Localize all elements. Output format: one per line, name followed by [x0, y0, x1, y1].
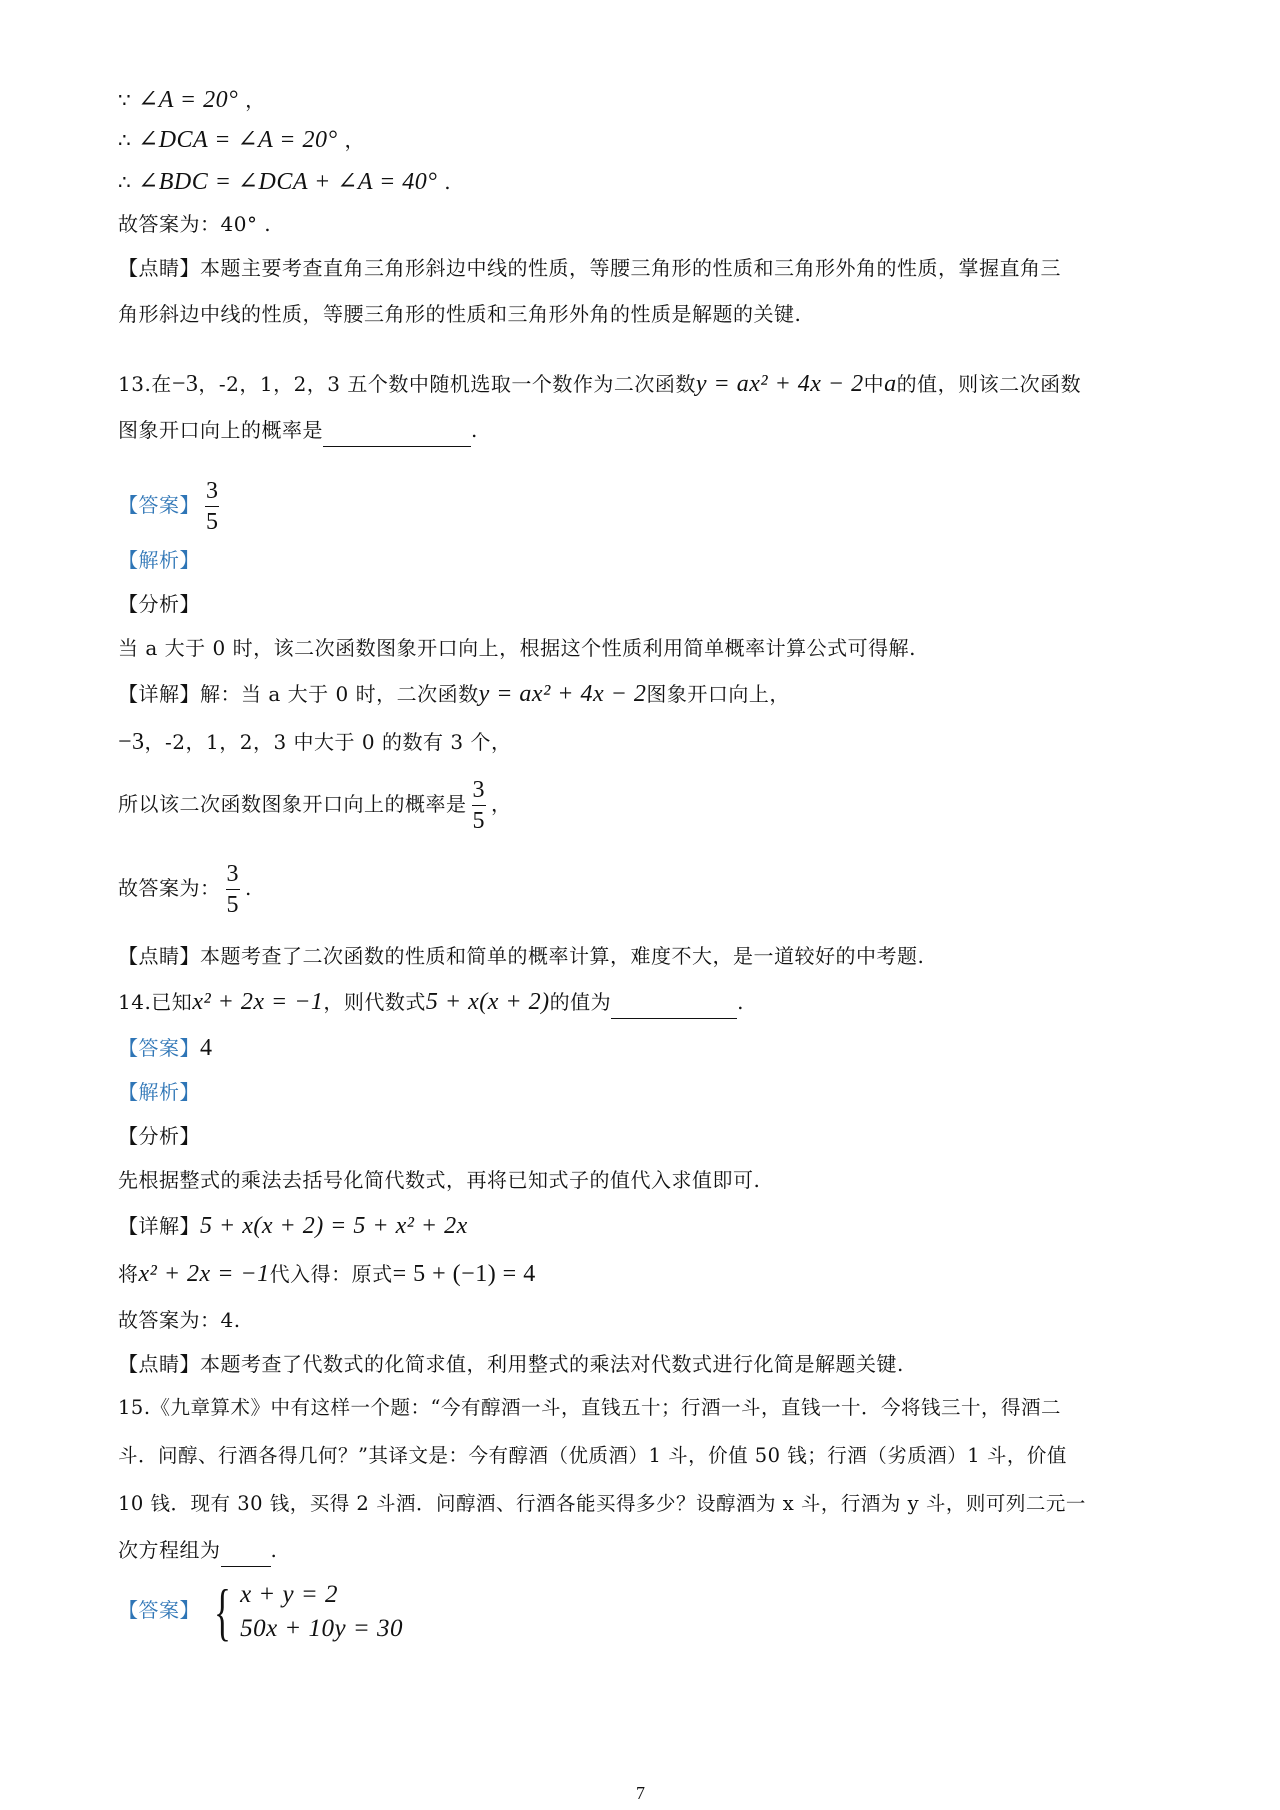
- stem-text: 次方程组为: [118, 1538, 221, 1562]
- math-expression: ∠BDC = ∠DCA + ∠A = 40°: [138, 169, 438, 195]
- result-text: 故答案为：: [118, 876, 221, 900]
- answer-tag: 【答案】: [118, 493, 200, 517]
- prev-line-3: [118, 168, 451, 196]
- denominator: 5: [472, 808, 485, 834]
- denominator: 5: [206, 509, 219, 535]
- answer-blank: [221, 1538, 271, 1567]
- xiangjie-text: 图象开口向上，: [646, 682, 790, 706]
- q14-jiexi-tag: 【解析】: [118, 1080, 200, 1104]
- answer-value: 4: [200, 1035, 213, 1061]
- q14-fenxi-tag: 【分析】: [118, 1124, 200, 1148]
- dianjing-tag: 【点睛】: [118, 944, 200, 968]
- math-expression: x² + 2x = −1: [138, 1261, 270, 1287]
- q14-dianjing: [118, 1350, 904, 1378]
- punct: .: [471, 418, 478, 442]
- equation-1: x + y = 2: [240, 1580, 339, 1608]
- math-variable: a: [884, 371, 897, 397]
- equations: [240, 1578, 403, 1646]
- q13-stem-line-2: [118, 416, 478, 447]
- q13-xiangjie-line-3: [118, 776, 512, 834]
- fraction: [471, 777, 488, 834]
- math-expression: x² + 2x = −1: [192, 989, 324, 1015]
- dianjing-text: 本题主要考查直角三角形斜边中线的性质，等腰三角形的性质和三角形外角的性质，掌握直角三: [200, 256, 1061, 280]
- dianjing-text: 本题考查了二次函数的性质和简单的概率计算，难度不大，是一道较好的中考题.: [200, 944, 925, 968]
- stem-text: 的值，则该二次函数: [896, 372, 1082, 396]
- xiangjie-text: 代入得：原式: [269, 1262, 393, 1286]
- answer-tag: 【答案】: [118, 1036, 200, 1060]
- prev-answer: 故答案为：40° .: [118, 212, 272, 236]
- stem-text: 图象开口向上的概率是: [118, 418, 323, 442]
- q15-stem-line-2: 斗．问醇、行酒各得几何？”其译文是：今有醇酒（优质酒）1 斗，价值 50 钱；行酒（劣质酒）1 斗，价值: [118, 1444, 1067, 1467]
- answer-blank: [323, 418, 471, 447]
- punct: ，: [238, 88, 266, 112]
- math-expression: 5 + x(x + 2): [425, 989, 550, 1015]
- numerator: 3: [472, 777, 485, 803]
- punct: ，: [337, 128, 365, 152]
- punct: .: [245, 876, 252, 900]
- q13-result: [118, 860, 252, 918]
- q15-stem-line-4: [118, 1536, 277, 1567]
- q13-number: 13.在: [118, 372, 172, 396]
- xiangjie-tag: 【详解】: [118, 682, 200, 706]
- prev-dianjing-line-2: 角形斜边中线的性质，等腰三角形的性质和三角形外角的性质是解题的关键.: [118, 302, 802, 326]
- xiangjie-text: 解：当 a 大于 0 时，二次函数: [200, 682, 479, 706]
- stem-text: ，则代数式: [323, 990, 426, 1014]
- stem-text: 中: [863, 372, 885, 396]
- q13-xiangjie-line-2: [118, 728, 511, 756]
- because-symbol: ∵: [118, 88, 139, 112]
- xiangjie-text: ，-2，1，2，3 中大于 0 的数有 3 个，: [144, 730, 512, 754]
- dianjing-tag: 【点睛】: [118, 256, 200, 280]
- q14-xiangjie-line-1: [118, 1212, 468, 1240]
- fraction-bar: [205, 506, 219, 507]
- q15-stem-line-1: 15.《九章算术》中有这样一个题：“今有醇酒一斗，直钱五十；行酒一斗，直钱一十．今将钱三十，得酒二: [118, 1396, 1061, 1419]
- equation-system: [207, 1575, 404, 1647]
- answer-blank: [611, 990, 737, 1019]
- q14-xiangjie-line-2: [118, 1260, 536, 1288]
- dianjing-tag: 【点睛】: [118, 1352, 200, 1376]
- q13-fenxi-text: 当 a 大于 0 时，该二次函数图象开口向上，根据这个性质利用简单概率计算公式可得解.: [118, 636, 916, 660]
- xiangjie-tag: 【详解】: [118, 1214, 200, 1238]
- therefore-symbol: ∴: [118, 128, 139, 152]
- xiangjie-text: 将: [118, 1262, 139, 1286]
- answer-tag: 【答案】: [118, 1598, 200, 1622]
- q15-stem-line-3: 10 钱．现有 30 钱，买得 2 斗酒．问醇酒、行酒各能买得多少？设醇酒为 x 斗，行酒为 y 斗，则可列二元一: [118, 1492, 1086, 1515]
- math-expression: y = ax² + 4x − 2: [695, 371, 864, 397]
- q15-answer: [118, 1570, 403, 1650]
- math-expression: = 5 + (−1) = 4: [392, 1261, 536, 1287]
- fraction: [204, 478, 221, 535]
- page-number: 7: [636, 1783, 645, 1803]
- q14-number: 14.已知: [118, 990, 193, 1014]
- xiangjie-text: 所以该二次函数图象开口向上的概率是: [118, 792, 467, 816]
- math-expression: 5 + x(x + 2) = 5 + x² + 2x: [200, 1213, 468, 1239]
- math-value: −3: [171, 371, 199, 397]
- numerator: 3: [206, 478, 219, 504]
- denominator: 5: [226, 892, 239, 918]
- numerator: 3: [226, 861, 239, 887]
- equation-2: 50x + 10y = 30: [240, 1614, 404, 1642]
- math-expression: ∠DCA = ∠A = 20°: [138, 127, 338, 153]
- fraction-bar: [226, 889, 240, 890]
- dianjing-text: 本题考查了代数式的化简求值，利用整式的乘法对代数式进行化简是解题关键.: [200, 1352, 904, 1376]
- q13-fenxi-tag: 【分析】: [118, 592, 200, 616]
- punct: .: [270, 1538, 278, 1562]
- math-expression: y = ax² + 4x − 2: [478, 681, 647, 707]
- q14-fenxi-text: 先根据整式的乘法去括号化简代数式，再将已知式子的值代入求值即可.: [118, 1168, 761, 1192]
- q13-jiexi-tag: 【解析】: [118, 548, 200, 572]
- punct: ，: [491, 792, 512, 816]
- q13-dianjing: [118, 942, 924, 970]
- math-expression: ∠A = 20°: [138, 87, 239, 113]
- prev-dianjing-line-1: [118, 254, 1061, 282]
- q14-result: 故答案为：4.: [118, 1308, 241, 1332]
- stem-text: 的值为: [549, 990, 612, 1014]
- math-value: −3: [118, 729, 145, 755]
- punct: .: [437, 170, 452, 194]
- stem-text: ，-2，1，2，3 五个数中随机选取一个数作为二次函数: [198, 372, 696, 396]
- prev-line-1: [118, 86, 266, 114]
- fraction-bar: [472, 805, 486, 806]
- therefore-symbol: ∴: [118, 170, 139, 194]
- q13-xiangjie-line-1: [118, 680, 790, 708]
- q13-stem-line-1: [118, 370, 1081, 398]
- left-brace: {: [213, 1575, 232, 1647]
- fraction: [225, 861, 242, 918]
- q14-answer: [118, 1034, 213, 1062]
- punct: .: [737, 990, 744, 1014]
- prev-line-2: [118, 126, 365, 154]
- q13-answer: [118, 478, 225, 535]
- q14-stem: [118, 988, 744, 1019]
